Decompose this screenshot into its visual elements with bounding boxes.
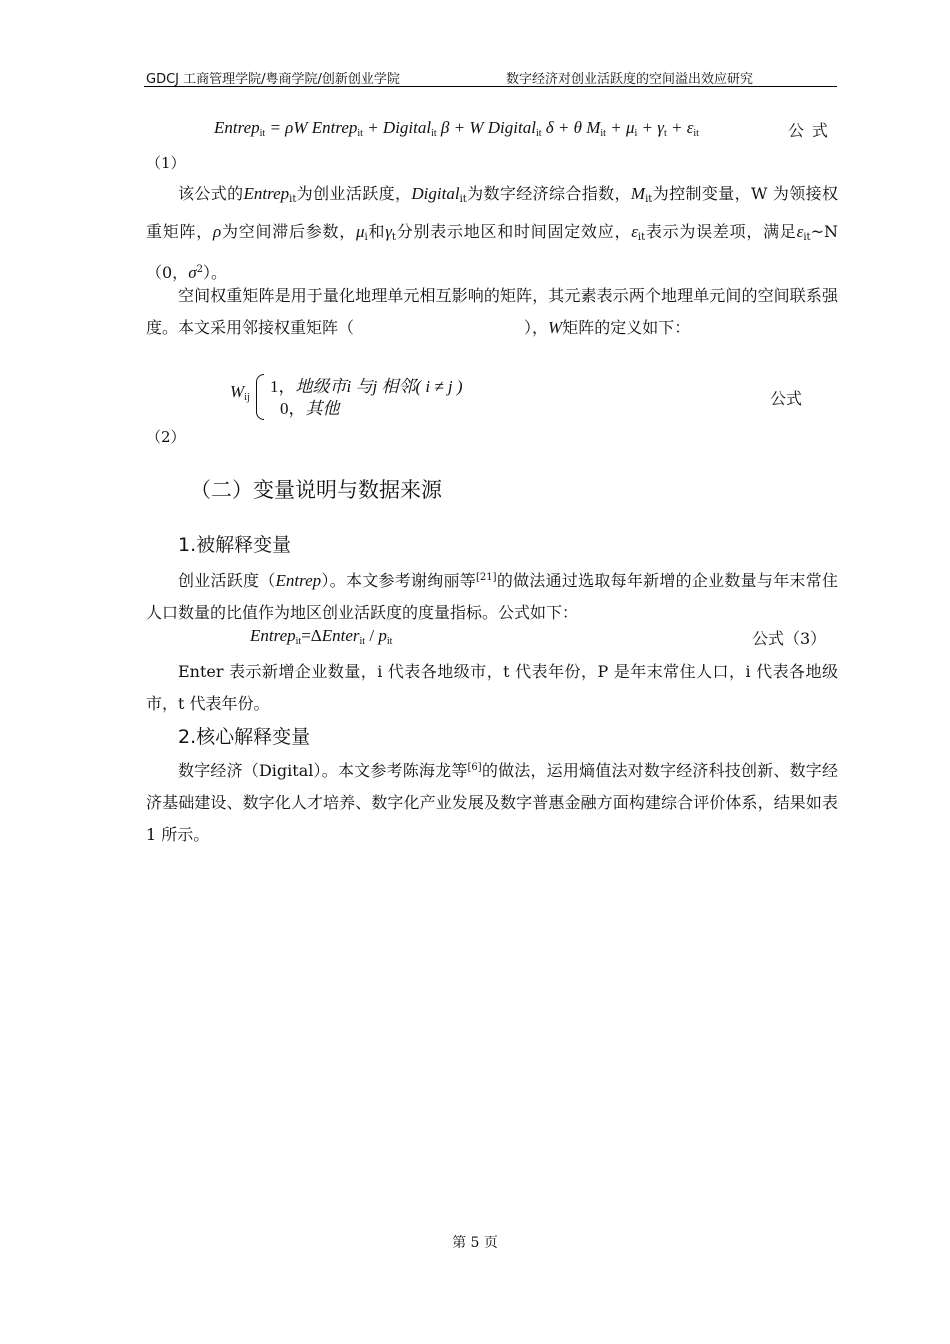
equation-1: Entrep$_{it}$ = ρW Entrep$_{it}$ + Digital$_{it}$ β + W Digital$_{it}$ δ + θ $M_{it} + \mu_i + \gamma_t + \varepsilon_{it}$ [214,118,699,139]
paragraph-variable-notes: Enter 表示新增企业数量，i 代表各地级市，t 代表年份，P 是年末常住人口，i 代表各地级市，t 代表年份。 [146,662,838,713]
header-right: 数字经济对创业活跃度的空间溢出效应研究 [506,72,754,87]
header-rule [144,86,837,87]
citation-21[interactable]: [21] [476,572,497,583]
equation-1-number: （1） [146,154,186,172]
subheading-core-variable: 2.核心解释变量 [178,726,311,748]
page-number: 第 5 页 [452,1235,498,1251]
equation-2-case-2: 0，其他 [280,399,340,418]
equation-3-tag: 公式（3） [752,629,827,648]
equation-2-tag: 公式 [770,389,803,408]
section-heading: （二）变量说明与数据来源 [190,478,442,502]
equation-2-brace [256,374,264,420]
equation-2 [230,370,530,422]
paragraph-entrep-definition: 创业活跃度（Entrep）。本文参考谢绚丽等[21]的做法通过选取每年新增的企业数量与年末常住人口数量的比值作为地区创业活跃度的度量指标。公式如下： [146,571,838,622]
paragraph-weight-matrix: 空间权重矩阵是用于量化地理单元相互影响的矩阵，其元素表示两个地理单元间的空间联系强度。本文采用邻接权重矩阵（ ），W矩阵的定义如下： [146,286,838,337]
equation-1-tag: 公式 [788,121,837,140]
citation-6[interactable]: [6] [467,762,482,773]
equation-2-w: $W_{ij}$ [230,382,250,403]
subheading-dependent-variable: 1.被解释变量 [178,534,292,556]
equation-2-number: （2） [146,428,186,446]
equation-2-case-1: 1，地级市i 与j 相邻( i ≠ j ) [270,377,463,396]
equation-3: Entrep$_{it}$=ΔEnter$_{it}$ / $p_{it}$ [250,626,393,647]
header-left: GDCJ 工商管理学院/粤商学院/创新创业学院 [146,72,400,87]
paragraph-digital-economy: 数字经济（Digital）。本文参考陈海龙等[6]的做法，运用熵值法对数字经济科技创新、数字经济基础建设、数字化人才培养、数字化产业发展及数字普惠金融方面构建综合评价体系，结果如表 1 所示。 [146,761,838,844]
paragraph-equation-explanation: 该公式的Entrep$_{it}$为创业活跃度，Digital$_{it}$为数字经济综合指数，$M_{it}$为控制变量，W 为领接权重矩阵，ρ为空间滞后参数，$\mu_i$和$\gamma_t$分别表示地区和时间固定效应，$\varepsilon_{it}$表示为误差项，满足$\varepsilon_{it}\sim N(0$，$\sigma^2$）。 [146,184,838,282]
